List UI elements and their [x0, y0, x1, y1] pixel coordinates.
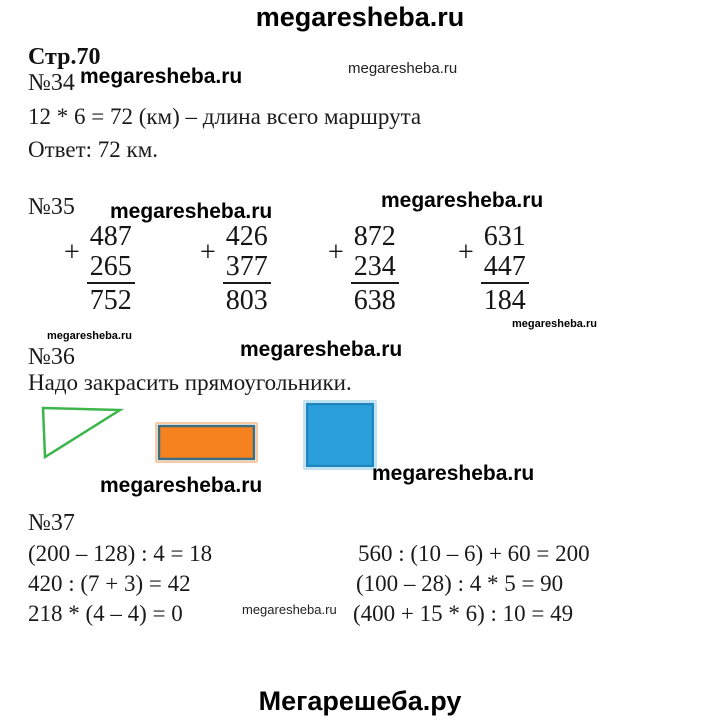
rectangle-fill: [159, 426, 254, 459]
plus-sign: +: [200, 237, 216, 268]
addition-problem-4: [458, 222, 529, 316]
task-34-answer: Ответ: 72 км.: [28, 137, 159, 162]
sum-result: 752: [89, 285, 132, 316]
addend-top: 872: [353, 221, 396, 252]
equation-right-2: (100 – 28) : 4 * 5 = 90: [356, 571, 564, 596]
watermark: megaresheba.ru: [240, 338, 403, 361]
watermark: megaresheba.ru: [80, 65, 243, 88]
equation-right-3: (400 + 15 * 6) : 10 = 49: [353, 601, 574, 626]
plus-sign: +: [328, 237, 344, 268]
sum-result: 803: [225, 285, 268, 316]
orange-rectangle-shape: [155, 422, 258, 463]
watermark: megaresheba.ru: [372, 462, 535, 485]
addition-problem-1: [64, 222, 135, 316]
page-number-label: Стр.70: [28, 44, 101, 70]
watermark: megaresheba.ru: [110, 200, 273, 223]
addend-bottom: 265: [87, 252, 135, 284]
addition-problem-2: [200, 222, 271, 316]
task-36-text: Надо закрасить прямоугольники.: [28, 370, 352, 395]
watermark: megaresheba.ru: [381, 189, 544, 212]
watermark: megaresheba.ru: [47, 330, 132, 342]
sum-result: 184: [483, 285, 526, 316]
triangle-shape: [40, 402, 125, 462]
equation-left-3: 218 * (4 – 4) = 0: [28, 601, 183, 626]
addend-top: 426: [225, 221, 268, 252]
task-34-number: №34: [28, 70, 75, 96]
watermark: megaresheba.ru: [242, 602, 337, 617]
sum-result: 638: [353, 285, 396, 316]
addend-bottom: 447: [481, 252, 529, 284]
square-fill: [307, 404, 373, 466]
watermark: megaresheba.ru: [100, 474, 263, 497]
addition-problem-3: [328, 222, 399, 316]
equation-left-1: (200 – 128) : 4 = 18: [28, 541, 213, 566]
task-37-number: №37: [28, 510, 75, 536]
blue-square-shape: [303, 400, 377, 470]
site-title-footer: Мегарешеба.ру: [258, 686, 462, 716]
addend-top: 631: [483, 221, 526, 252]
equation-left-2: 420 : (7 + 3) = 42: [28, 571, 191, 596]
equation-right-1: 560 : (10 – 6) + 60 = 200: [358, 541, 590, 566]
task-35-number: №35: [28, 194, 75, 220]
triangle-outline: [43, 408, 120, 457]
watermark: megaresheba.ru: [512, 318, 597, 330]
plus-sign: +: [458, 237, 474, 268]
addend-bottom: 377: [223, 252, 271, 284]
task-34-solution: 12 * 6 = 72 (км) – длина всего маршрута: [28, 104, 422, 129]
addend-top: 487: [89, 221, 132, 252]
watermark: megaresheba.ru: [348, 60, 458, 77]
site-title-top: megaresheba.ru: [255, 2, 465, 32]
plus-sign: +: [64, 237, 80, 268]
task-36-number: №36: [28, 344, 75, 370]
addend-bottom: 234: [351, 252, 399, 284]
